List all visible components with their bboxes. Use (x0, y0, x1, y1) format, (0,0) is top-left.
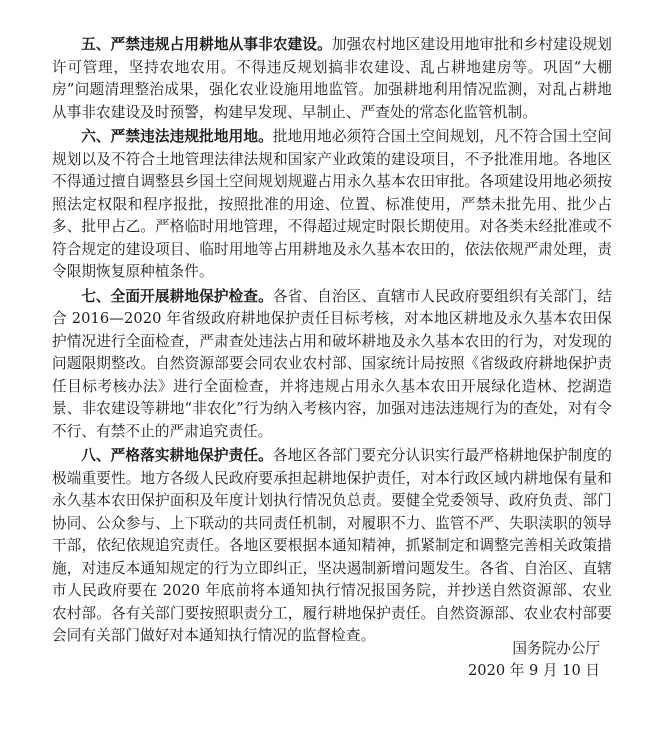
section-text: 各省、自治区、直辖市人民政府要组织有关部门，结合 2016—2020 年省级政府耕地保护责任目标考核，对本地区耕地及永久基本农田保护情况进行全面检查，严肃查处违法占用和破坏耕地及永久基本农田的行为，对发现的问题限期整改。自然资源部要会同农业农村部、国家统计局按照《省级政府耕地保护责任目标考核办法》进行全面检查，并将违规占用永久基本农田开展绿化造林、挖湖造景、非农建设等耕地“非农化”行为纳入考核内容，加强对违法违规行为的查处，对有令不行、有禁不止的严肃追究责任。 (52, 287, 612, 440)
section-heading: 七、全面开展耕地保护检查。 (81, 287, 273, 305)
section-text: 加强农村地区建设用地审批和乡村建设规划许可管理，坚持农地农用。不得违反规划搞非农建设、乱占耕地建房等。巩固“大棚房”问题清理整治成果，强化农业设施用地监管。加强耕地利用情况监测，对乱占耕地从事非农建设及时预警，构建早发现、早制止、严查处的常态化监管机制。 (52, 36, 612, 121)
section-text: 各地区各部门要充分认识实行最严格耕地保护制度的极端重要性。地方各级人民政府要承担起耕地保护责任，对本行政区域内耕地保有量和永久基本农田保护面积及年度计划执行情况负总责。要健全党委领导、政府负责、部门协同、公众参与、上下联动的共同责任机制，对履职不力、监管不严、失职渎职的领导干部，依纪依规追究责任。各地区要根据本通知精神，抓紧制定和调整完善相关政策措施，对违反本通知规定的行为立即纠正，坚决遏制新增问题发生。各省、自治区、直辖市人民政府要在 2020 年底前将本通知执行情况报国务院，并抄送自然资源部、农业农村部。各有关部门要按照职责分工，履行耕地保护责任。自然资源部、农业农村部要会同有关部门做好对本通知执行情况的监督检查。 (52, 447, 612, 644)
section-8 (52, 445, 612, 648)
section-heading: 五、严禁违规占用耕地从事非农建设。 (81, 36, 332, 53)
section-5 (52, 34, 612, 124)
signature-date: 2020 年 9 月 10 日 (468, 662, 600, 679)
document-body (52, 34, 612, 650)
signature-organization: 国务院办公厅 (512, 640, 600, 657)
section-heading: 八、严格落实耕地保护责任。 (81, 447, 273, 464)
section-7 (52, 286, 612, 444)
section-6 (52, 126, 612, 284)
section-text: 批地用地必须符合国土空间规划，凡不符合国土空间规划以及不符合土地管理法律法规和国家产业政策的建设项目，不予批准用地。各地区不得通过擅自调整县乡国土空间规划规避占用永久基本农田审批。各项建设用地必须按照法定权限和程序报批，按照批准的用途、位置、标准使用，严禁未批先用、批少占多、批甲占乙。严格临时用地管理，不得超过规定时限长期使用。对各类未经批准或不符合规定的建设项目、临时用地等占用耕地及永久基本农田的，依法依规严肃处理，责令限期恢复原种植条件。 (52, 128, 612, 280)
section-heading: 六、严禁违法违规批地用地。 (81, 128, 273, 145)
